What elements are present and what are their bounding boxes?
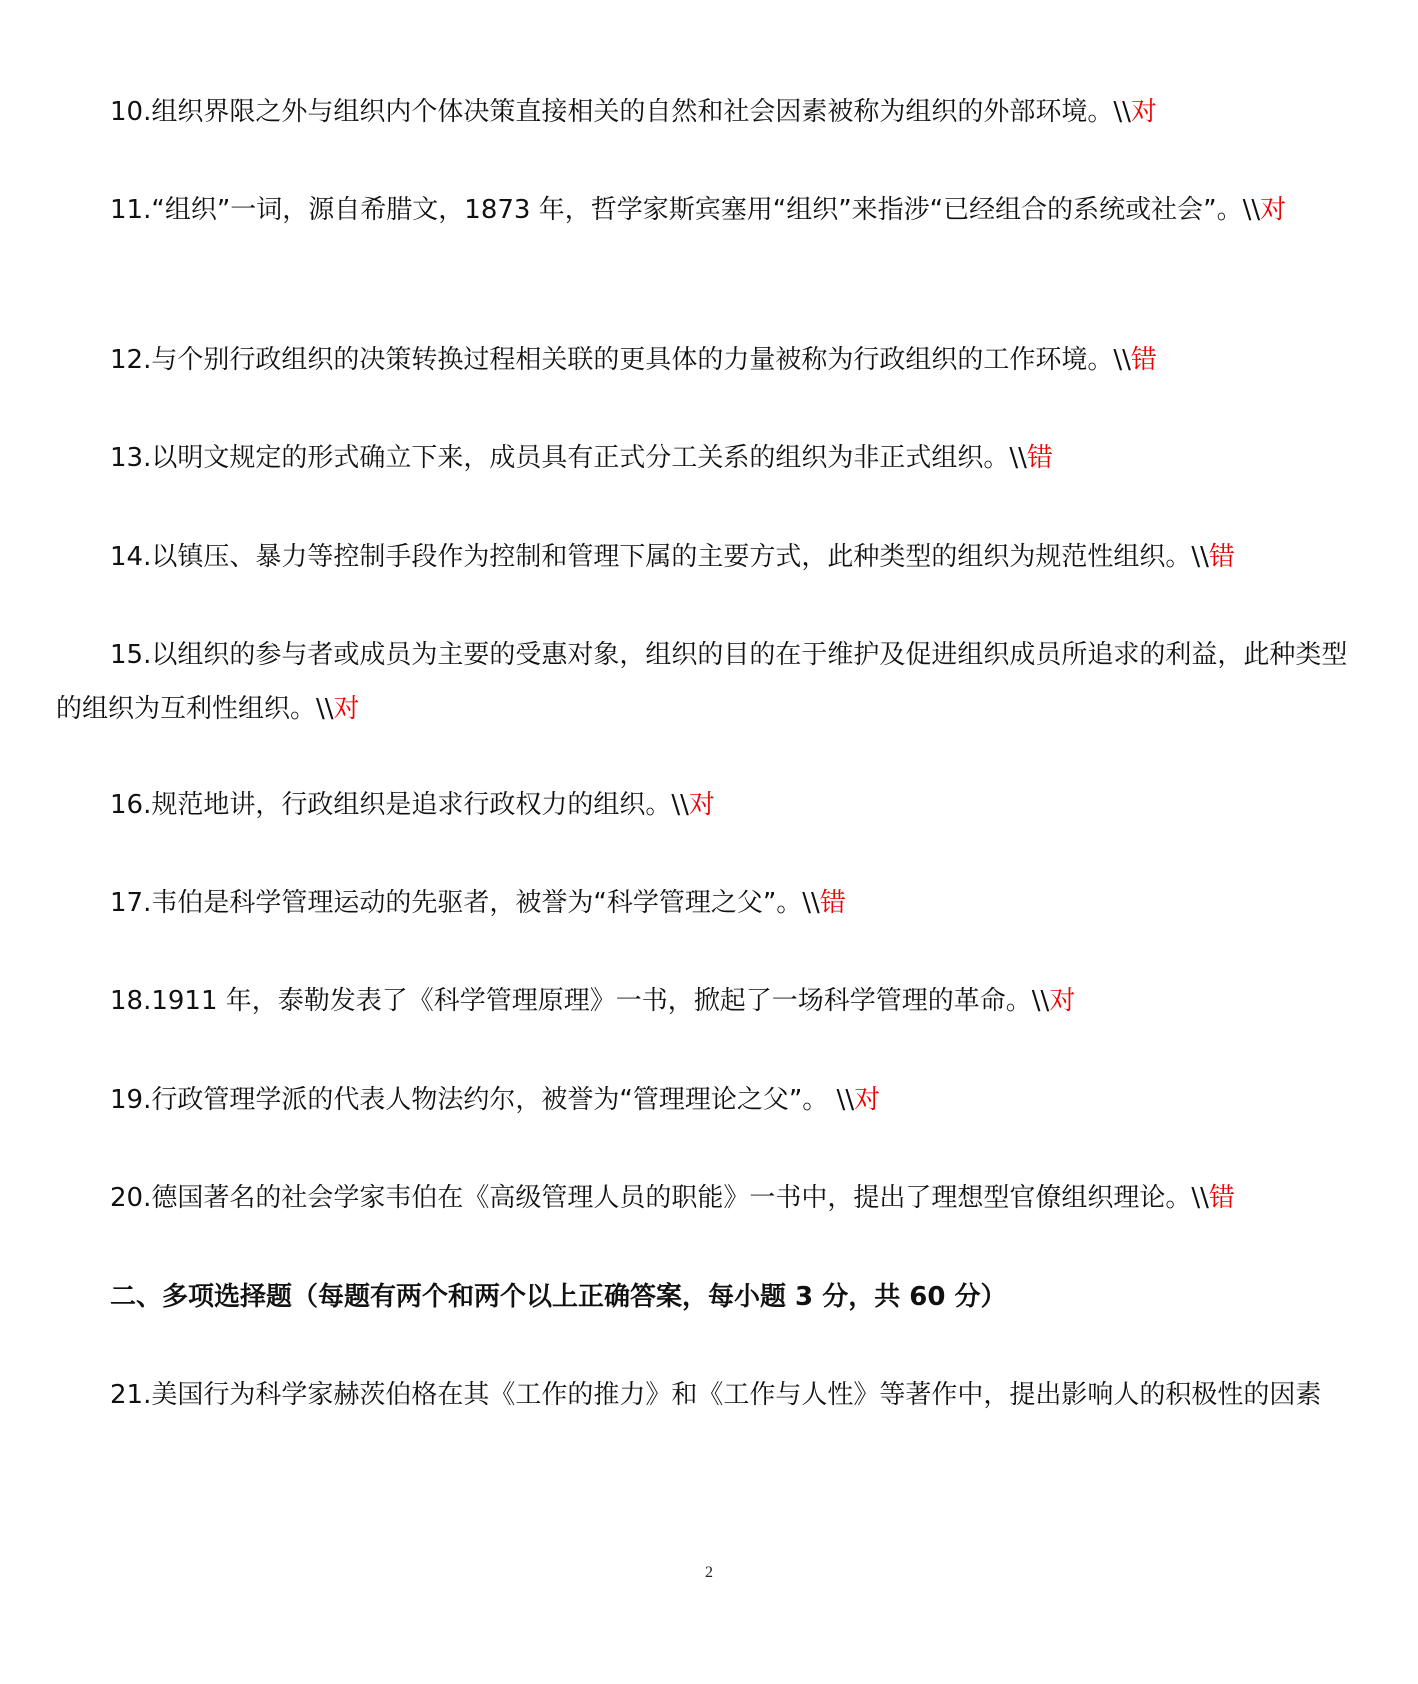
answer-mark: 对 bbox=[333, 694, 360, 724]
answer-mark: 错 bbox=[1208, 1183, 1235, 1213]
question-13 bbox=[56, 431, 1361, 485]
answer-mark: 对 bbox=[1049, 986, 1076, 1016]
question-14 bbox=[56, 530, 1361, 584]
answer-mark: 对 bbox=[1260, 195, 1287, 225]
answer-mark: 对 bbox=[1130, 97, 1157, 127]
question-text: 13.以明文规定的形式确立下来，成员具有正式分工关系的组织为非正式组织。\\ bbox=[110, 443, 1027, 473]
question-text: 21.美国行为科学家赫茨伯格在其《工作的推力》和《工作与人性》等著作中，提出影响人的积极性的因素 bbox=[110, 1380, 1322, 1410]
question-10 bbox=[56, 85, 1361, 139]
question-17 bbox=[56, 876, 1361, 930]
question-15 bbox=[56, 628, 1361, 736]
question-11 bbox=[56, 183, 1361, 237]
question-text: 17.韦伯是科学管理运动的先驱者，被誉为“科学管理之父”。\\ bbox=[110, 888, 820, 918]
answer-mark: 错 bbox=[1208, 542, 1235, 572]
answer-mark: 错 bbox=[1026, 443, 1053, 473]
question-text: 10.组织界限之外与组织内个体决策直接相关的自然和社会因素被称为组织的外部环境。\\ bbox=[110, 97, 1131, 127]
answer-mark: 对 bbox=[688, 790, 715, 820]
question-21 bbox=[56, 1368, 1361, 1422]
question-text: 16.规范地讲，行政组织是追求行政权力的组织。\\ bbox=[110, 790, 689, 820]
question-20 bbox=[56, 1171, 1361, 1225]
question-text: 11.“组织”一词，源自希腊文，1873 年，哲学家斯宾塞用“组织”来指涉“已经组合的系统或社会”。\\ bbox=[110, 195, 1261, 225]
question-text: 20.德国著名的社会学家韦伯在《高级管理人员的职能》一书中，提出了理想型官僚组织理论。\\ bbox=[110, 1183, 1209, 1213]
question-text: 14.以镇压、暴力等控制手段作为控制和管理下属的主要方式，此种类型的组织为规范性组织。\\ bbox=[110, 542, 1209, 572]
question-16 bbox=[56, 778, 1361, 832]
question-text: 19.行政管理学派的代表人物法约尔，被誉为“管理理论之父”。 \\ bbox=[110, 1085, 855, 1115]
question-12 bbox=[56, 333, 1361, 387]
page-number: 2 bbox=[705, 1564, 713, 1581]
answer-mark: 错 bbox=[819, 888, 846, 918]
question-text: 12.与个别行政组织的决策转换过程相关联的更具体的力量被称为行政组织的工作环境。\\ bbox=[110, 345, 1131, 375]
section-heading: 二、多项选择题（每题有两个和两个以上正确答案，每小题 3 分，共 60 分） bbox=[110, 1282, 1007, 1312]
question-text: 15.以组织的参与者或成员为主要的受惠对象，组织的目的在于维护及促进组织成员所追求的利益，此种类型的组织为互利性组织。\\ bbox=[56, 640, 1348, 724]
question-text: 18.1911 年，泰勒发表了《科学管理原理》一书，掀起了一场科学管理的革命。\\ bbox=[110, 986, 1050, 1016]
answer-mark: 错 bbox=[1130, 345, 1157, 375]
question-19 bbox=[56, 1073, 1361, 1127]
answer-mark: 对 bbox=[854, 1085, 881, 1115]
question-18 bbox=[56, 974, 1361, 1028]
